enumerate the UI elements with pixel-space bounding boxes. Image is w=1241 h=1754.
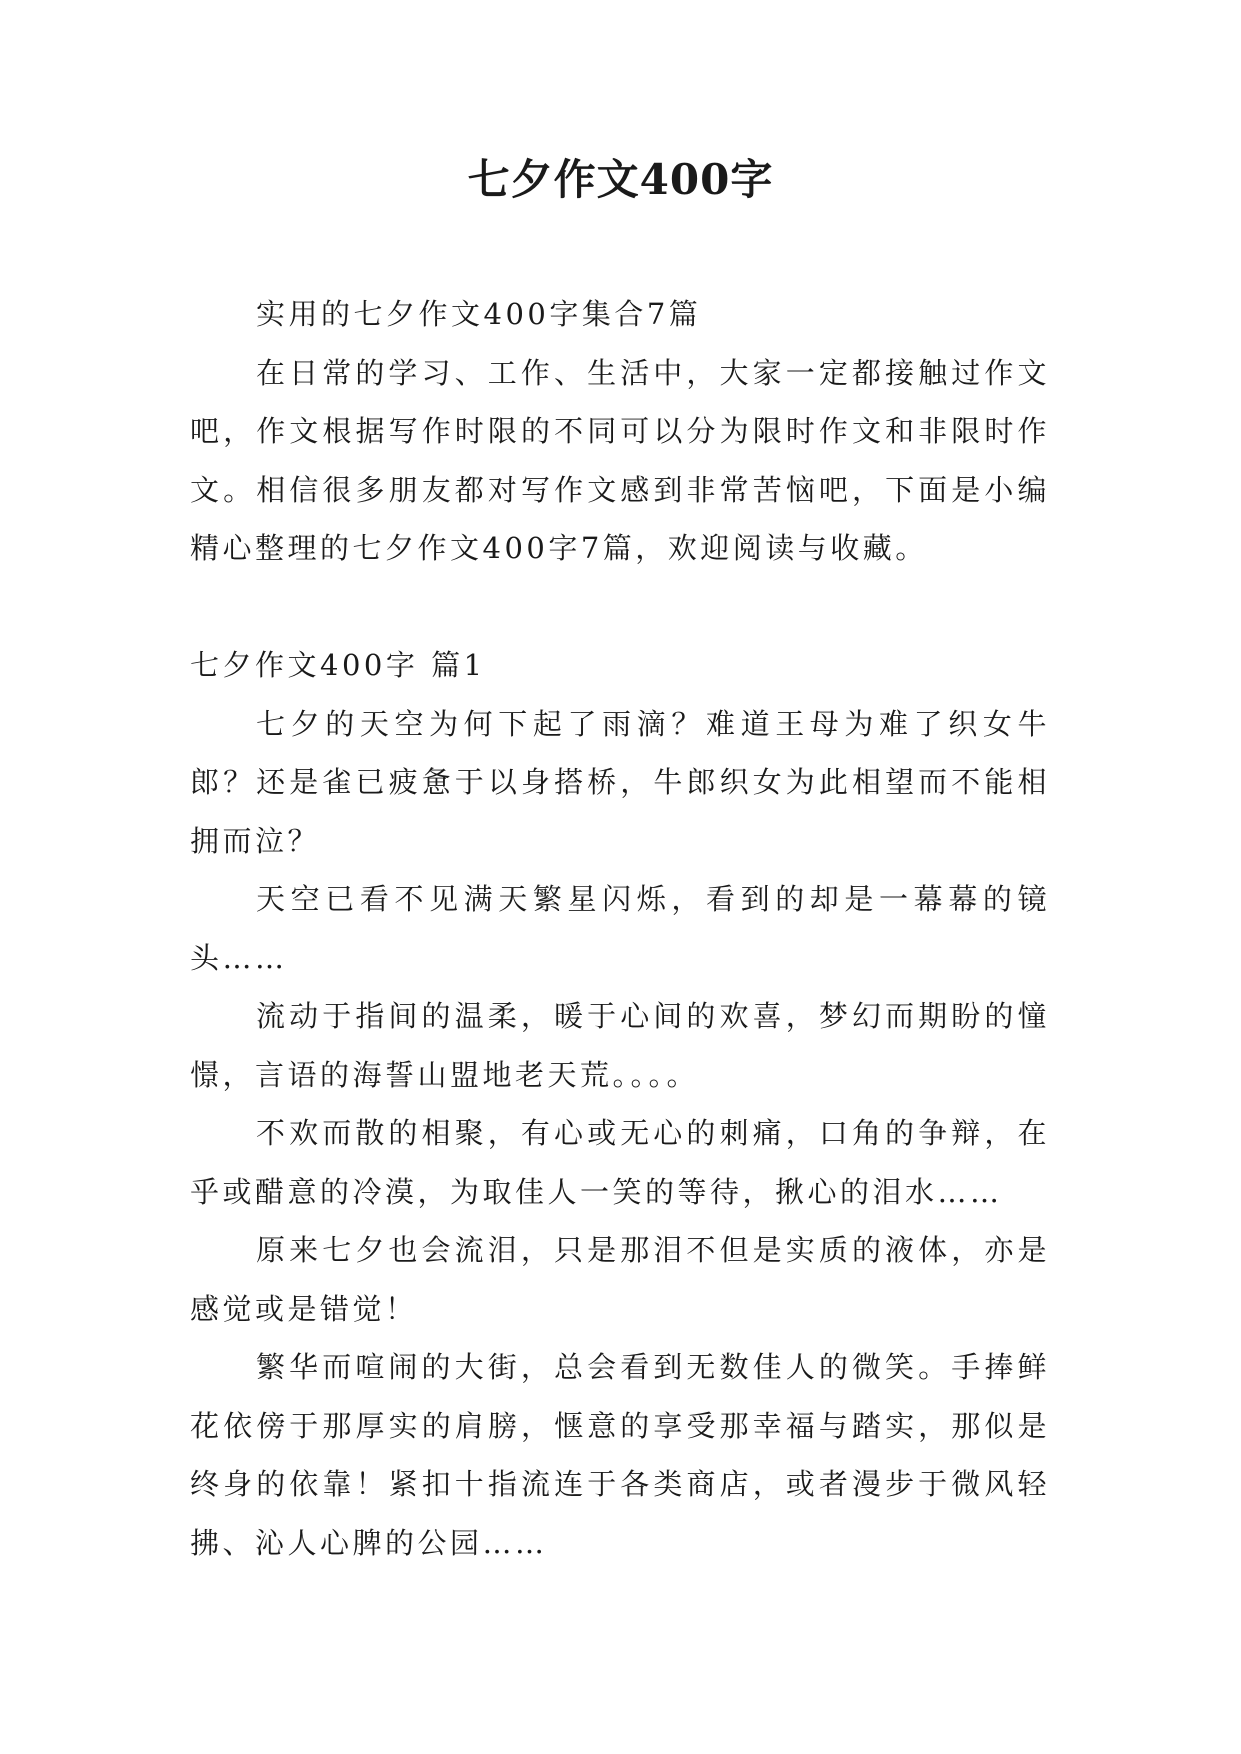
paragraph: 繁华而喧闹的大街，总会看到无数佳人的微笑。手捧鲜花依傍于那厚实的肩膀，惬意的享受那幸福与踏实，那似是终身的依靠！紧扣十指流连于各类商店，或者漫步于微风轻拂、沁人心脾的公园…… bbox=[190, 1350, 1050, 1560]
paragraph: 流动于指间的温柔，暖于心间的欢喜，梦幻而期盼的憧憬，言语的海誓山盟地老天荒。。。。 bbox=[190, 999, 1050, 1092]
document-body bbox=[190, 285, 1050, 1572]
paragraph: 不欢而散的相聚，有心或无心的刺痛，口角的争辩，在乎或醋意的冷漠，为取佳人一笑的等待，揪心的泪水…… bbox=[190, 1116, 1050, 1209]
section-gap bbox=[190, 578, 1050, 637]
paragraph: 天空已看不见满天繁星闪烁，看到的却是一幕幕的镜头…… bbox=[190, 882, 1050, 975]
section-heading: 七夕作文400字 篇1 bbox=[190, 648, 486, 682]
paragraph: 原来七夕也会流泪，只是那泪不但是实质的液体，亦是感觉或是错觉！ bbox=[190, 1233, 1050, 1326]
subtitle: 实用的七夕作文400字集合7篇 bbox=[256, 297, 702, 331]
intro-paragraph: 在日常的学习、工作、生活中，大家一定都接触过作文吧，作文根据写作时限的不同可以分为限时作文和非限时作文。相信很多朋友都对写作文感到非常苦恼吧，下面是小编精心整理的七夕作文400字7篇，欢迎阅读与收藏。 bbox=[190, 355, 1050, 565]
paragraph: 七夕的天空为何下起了雨滴？难道王母为难了织女牛郎？还是雀已疲惫于以身搭桥，牛郎织女为此相望而不能相拥而泣？ bbox=[190, 706, 1050, 858]
document-title: 七夕作文400字 bbox=[467, 155, 774, 204]
